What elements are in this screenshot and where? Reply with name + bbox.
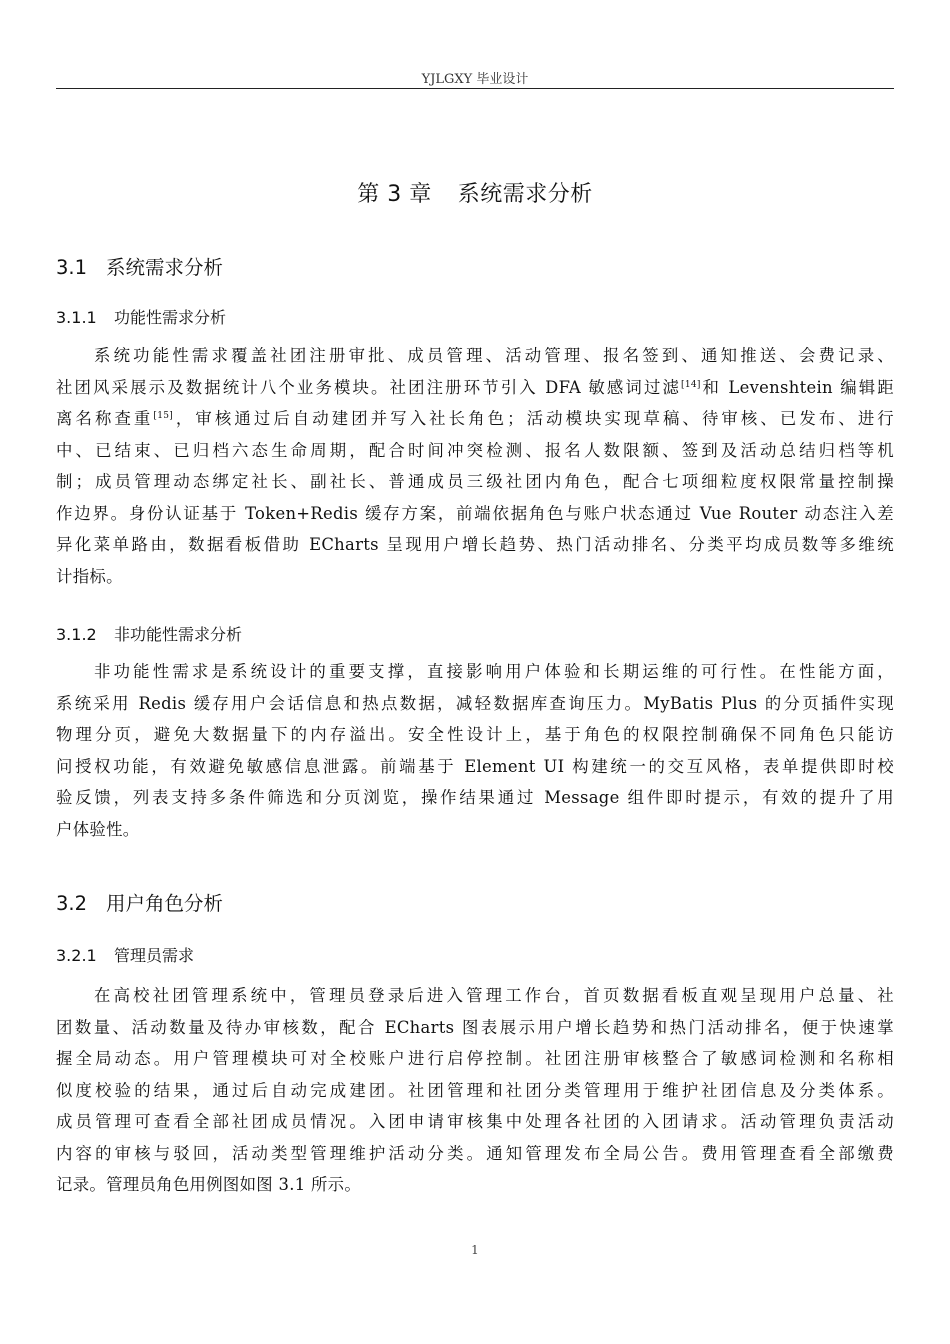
subsection-number: 3.1.2: [56, 625, 97, 644]
text-line: 问授权功能，有效避免敏感信息泄露。前端基于 Element UI 构建统一的交互风格，表单提供即时校: [56, 756, 894, 776]
text-segment: 离名称查重: [56, 409, 154, 428]
subsection-number: 3.1.1: [56, 308, 97, 327]
text-line: 记录。管理员角色用例图如图 3.1 所示。: [56, 1175, 362, 1194]
text-segment: 社团风采展示及数据统计八个业务模块。社团注册环节引入 DFA 敏感词过滤: [56, 377, 682, 397]
text-line: 非功能性需求是系统设计的重要支撑，直接影响用户体验和长期运维的可行性。在性能方面，: [94, 662, 894, 681]
text-line: [56, 372, 894, 404]
subsection-heading-3-2-1: [56, 943, 194, 966]
chapter-title: [56, 177, 894, 208]
section-number: 3.1: [56, 256, 88, 279]
text-line: 系统采用 Redis 缓存用户会话信息和热点数据，减轻数据库查询压力。MyBatis Plus 的分页插件实现: [56, 693, 894, 713]
subsection-title: 非功能性需求分析: [114, 625, 243, 644]
page-number: 1: [471, 1243, 479, 1257]
text-line: 似度校验的结果，通过后自动完成建团。社团管理和社团分类管理用于维护社团信息及分类体系。: [56, 1080, 894, 1100]
text-line: 制；成员管理动态绑定社长、副社长、普通成员三级社团内角色，配合七项细粒度权限常量控制操: [56, 472, 894, 491]
text-line: [56, 403, 894, 435]
subsection-title: 管理员需求: [114, 946, 195, 965]
text-segment: ，审核通过后自动建团并写入社长角色；活动模块实现草稿、待审核、已发布、进行: [173, 409, 894, 428]
subsection-heading-3-1-2: [56, 622, 242, 645]
subsection-title: 功能性需求分析: [114, 308, 227, 327]
citation: [14]: [681, 379, 701, 390]
text-segment: 和 Levenshtein 编辑距: [700, 377, 894, 397]
subsection-heading-3-1-1: [56, 305, 226, 328]
paragraph-functional-requirements: [56, 340, 894, 592]
text-line: 在高校社团管理系统中，管理员登录后进入管理工作台，首页数据看板直观呈现用户总量、社: [94, 986, 894, 1005]
text-line: 成员管理可查看全部社团成员情况。入团申请审核集中处理各社团的入团请求。活动管理负责活动: [56, 1112, 894, 1131]
chapter-title-text: 系统需求分析: [457, 182, 593, 207]
text-line: 中、已结束、已归档六态生命周期，配合时间冲突检测、报名人数限额、签到及活动总结归档等机: [56, 440, 894, 460]
text-line: 系统功能性需求覆盖社团注册审批、成员管理、活动管理、报名签到、通知推送、会费记录、: [94, 346, 894, 365]
section-number: 3.2: [56, 892, 88, 915]
text-line: 握全局动态。用户管理模块可对全校账户进行启停控制。社团注册审核整合了敏感词检测和名称相: [56, 1049, 894, 1068]
text-line: 户体验性。: [56, 819, 140, 839]
section-heading-3-2: [56, 888, 223, 916]
chapter-number: 第 3 章: [357, 182, 432, 207]
text-line: 物理分页，避免大数据量下的内存溢出。安全性设计上，基于角色的权限控制确保不同角色只能访: [56, 725, 894, 744]
text-line: 团数量、活动数量及待办审核数，配合 ECharts 图表展示用户增长趋势和热门活动排名，便于快速掌: [56, 1017, 894, 1037]
subsection-number: 3.2.1: [56, 946, 97, 965]
paragraph-nonfunctional-requirements: [56, 656, 894, 845]
text-line: 计指标。: [56, 566, 123, 586]
text-line: 作边界。身份认证基于 Token+Redis 缓存方案，前端依据角色与账户状态通过 Vue Router 动态注入差: [56, 503, 894, 523]
text-line: 内容的审核与驳回，活动类型管理维护活动分类。通知管理发布全局公告。费用管理查看全部缴费: [56, 1143, 894, 1163]
text-line: 异化菜单路由，数据看板借助 ECharts 呈现用户增长趋势、热门活动排名、分类平均成员数等多维统: [56, 535, 894, 554]
paragraph-admin-requirements: [56, 980, 894, 1201]
header-rule: [56, 88, 894, 89]
section-title: 系统需求分析: [106, 256, 224, 279]
text-line: 验反馈，列表支持多条件筛选和分页浏览，操作结果通过 Message 组件即时提示，有效的提升了用: [56, 788, 894, 807]
citation: [15]: [153, 411, 174, 421]
section-title: 用户角色分析: [106, 892, 224, 915]
running-header: YJLGXY 毕业设计: [421, 72, 529, 87]
section-heading-3-1: [56, 252, 223, 280]
